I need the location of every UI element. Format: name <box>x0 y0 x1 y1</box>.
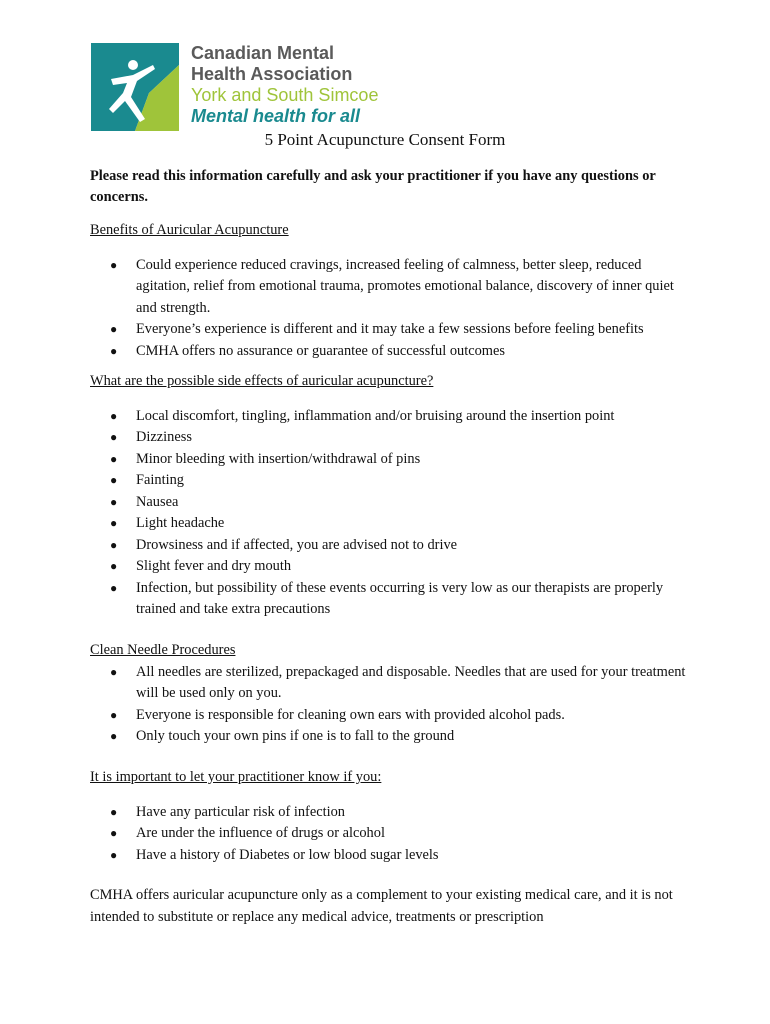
list-item: ● Have any particular risk of infection <box>90 802 690 824</box>
bullet-icon: ● <box>110 451 118 466</box>
benefits-section <box>90 220 690 362</box>
bullet-icon: ● <box>110 408 118 423</box>
bullet-icon: ● <box>110 430 118 444</box>
logo-tagline: Mental health for all <box>191 106 361 126</box>
list-item: ● Light headache <box>90 513 690 535</box>
bullet-icon: ● <box>110 664 118 679</box>
bullet-icon: ● <box>110 847 118 862</box>
bullet-icon: ● <box>110 516 118 530</box>
list-item: ● Everyone is responsible for cleaning own ears with provided alcohol pads. <box>90 705 690 727</box>
logo-region: York and South Simcoe <box>191 85 379 105</box>
list-item: ● CMHA offers no assurance or guarantee of successful outcomes <box>90 341 690 363</box>
cmha-logo-mark-icon <box>91 43 179 131</box>
form-title: 5 Point Acupuncture Consent Form <box>264 130 506 149</box>
list-item: ● Local discomfort, tingling, inflammation and/or bruising around the insertion point <box>90 406 690 428</box>
bullet-icon: ● <box>110 559 118 573</box>
side-effects-section <box>90 371 690 621</box>
bullet-icon: ● <box>110 473 118 487</box>
logo-org-line2: Health Association <box>191 64 353 84</box>
bullet-icon: ● <box>110 580 118 595</box>
list-item: ● Drowsiness and if affected, you are advised not to drive <box>90 535 690 557</box>
list-item: ● Fainting <box>90 470 690 492</box>
practitioner-heading: It is important to let your practitioner know if you: <box>90 769 382 785</box>
bullet-icon: ● <box>110 826 118 840</box>
list-item: ● Minor bleeding with insertion/withdrawal of pins <box>90 449 690 471</box>
list-item: ● Infection, but possibility of these events occurring is very low as our therapists are properly trained and take extra precautions <box>110 579 664 617</box>
bullet-icon: ● <box>110 537 118 552</box>
bullet-icon: ● <box>110 343 118 358</box>
list-item: ● Nausea <box>90 492 690 514</box>
logo-org-line1: Canadian Mental <box>191 43 335 63</box>
cmha-logo <box>91 43 391 131</box>
logo-wordmark <box>191 43 378 127</box>
side-effects-list <box>90 406 690 621</box>
practitioner-section <box>90 767 690 866</box>
side-effects-heading: What are the possible side effects of auricular acupuncture? <box>90 373 434 389</box>
list-item: ● Only touch your own pins if one is to fall to the ground <box>90 726 690 748</box>
bullet-icon: ● <box>110 729 118 743</box>
bullet-icon: ● <box>110 257 118 272</box>
list-item: ● Slight fever and dry mouth <box>90 556 690 578</box>
clean-needle-heading: Clean Needle Procedures <box>90 642 236 658</box>
bullet-icon: ● <box>110 494 118 509</box>
benefits-heading: Benefits of Auricular Acupuncture <box>90 222 289 238</box>
bullet-icon: ● <box>110 804 118 819</box>
bullet-icon: ● <box>110 707 118 722</box>
list-item: ● Everyone’s experience is different and it may take a few sessions before feeling benefits <box>90 319 690 341</box>
closing-text: CMHA offers auricular acupuncture only as a complement to your existing medical care, and it is not intended to substitute or replace any medical advice, treatments or prescription <box>90 887 673 925</box>
benefits-list <box>90 255 690 363</box>
clean-needle-list <box>90 662 690 748</box>
bullet-icon: ● <box>110 322 118 336</box>
list-item: ● Have a history of Diabetes or low blood sugar levels <box>90 845 690 867</box>
list-item: ● Are under the influence of drugs or alcohol <box>90 823 690 845</box>
practitioner-list <box>90 802 690 867</box>
intro-text: Please read this information carefully and ask your practitioner if you have any questions or concerns. <box>90 168 656 205</box>
list-item: ● All needles are sterilized, prepackaged and disposable. Needles that are used for your treatment will be used only on you. <box>110 663 686 701</box>
clean-needle-section <box>90 640 690 748</box>
list-item: ● Could experience reduced cravings, increased feeling of calmness, better sleep, reduced agitation, relief from emotional trauma, promotes emotional balance, discovery of inner quiet and strength. <box>110 256 674 316</box>
list-item: ● Dizziness <box>90 427 690 449</box>
